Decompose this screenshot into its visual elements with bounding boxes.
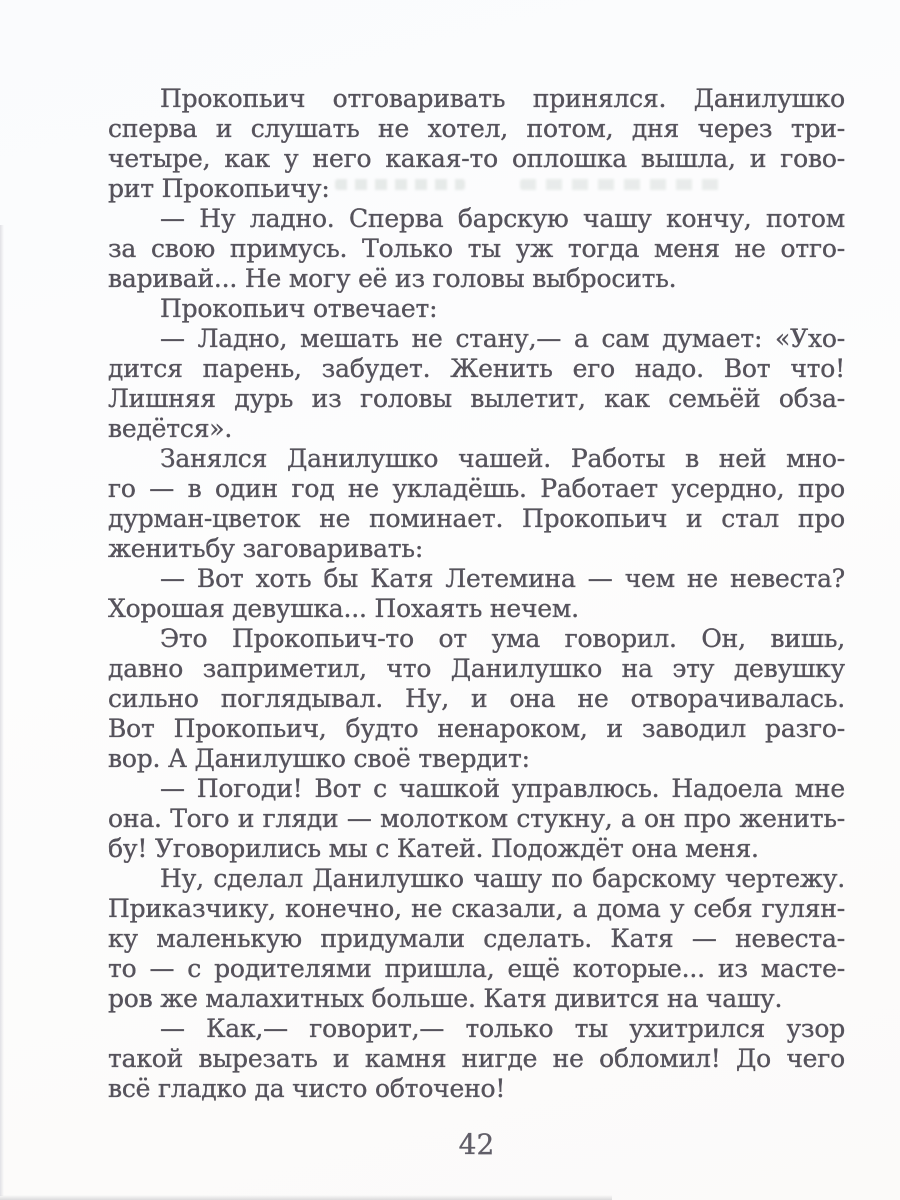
text-line: — Погоди! Вот с чашкой управлюсь. Надоела мне <box>160 774 845 803</box>
text-line: го — в один год не укладёшь. Работает усердно, про <box>108 474 845 503</box>
text-line: Приказчику, конечно, не сказали, а дома у себя гулян- <box>108 894 845 923</box>
text-line: женитьбу заговаривать: <box>108 534 424 563</box>
text-line: то — с родителями пришла, ещё которые... из масте- <box>108 954 845 983</box>
text-line: Прокопьич отговаривать принялся. Данилушко <box>160 84 845 113</box>
text-line: четыре, как у него какая-то оплошка вышла, и гово- <box>108 144 845 173</box>
text-line: бу! Уговорились мы с Катей. Подождёт она меня. <box>108 834 759 863</box>
text-line: вор. А Данилушко своё твердит: <box>108 744 530 773</box>
text-line: ведётся». <box>108 414 233 443</box>
page-text <box>108 84 845 1104</box>
text-line: дится парень, забудет. Женить его надо. Вот что! <box>108 354 845 383</box>
text-line: — Ладно, мешать не стану,— а сам думает: «Ухо- <box>160 324 845 353</box>
text-line: она. Того и гляди — молотком стукну, а он про женить- <box>108 804 845 833</box>
text-line: дурман-цветок не поминает. Прокопьич и стал про <box>108 504 845 533</box>
text-line: сперва и слушать не хотел, потом, дня через три- <box>108 114 845 143</box>
page-bottom-edge-shadow <box>0 1195 612 1200</box>
text-line: рит Прокопьичу: <box>108 174 330 203</box>
text-line: — Вот хоть бы Катя Летемина — чем не невеста? <box>160 564 845 593</box>
text-line: Лишняя дурь из головы вылетит, как семьёй обза- <box>108 384 845 413</box>
text-line: Прокопьич отвечает: <box>160 294 438 323</box>
text-line: Это Прокопьич-то от ума говорил. Он, вишь, <box>160 624 845 653</box>
page-number: 42 <box>458 1128 495 1161</box>
text-line: Вот Прокопьич, будто ненароком, и заводил разго- <box>108 714 845 743</box>
text-line: ров же малахитных больше. Катя дивится на чашу. <box>108 984 783 1013</box>
text-line: варивай... Не могу её из головы выбросить. <box>108 264 677 293</box>
text-line: — Ну ладно. Сперва барскую чашу кончу, потом <box>160 204 845 233</box>
text-line: такой вырезать и камня нигде не обломил! До чего <box>108 1044 845 1073</box>
text-line: — Как,— говорит,— только ты ухитрился узор <box>160 1014 845 1043</box>
text-line: ку маленькую придумали сделать. Катя — невеста- <box>108 924 845 953</box>
text-line: за свою примусь. Только ты уж тогда меня не отго- <box>108 234 845 263</box>
text-line: Ну, сделал Данилушко чашу по барскому чертежу. <box>160 864 845 893</box>
page-left-edge-shadow <box>0 225 4 1196</box>
text-line: сильно поглядывал. Ну, и она не отворачивалась. <box>108 684 845 713</box>
text-line: давно заприметил, что Данилушко на эту девушку <box>108 654 845 683</box>
text-line: Хорошая девушка... Похаять нечем. <box>108 594 579 623</box>
text-line: Занялся Данилушко чашей. Работы в ней мно- <box>160 444 845 473</box>
text-line: всё гладко да чисто обточено! <box>108 1074 506 1103</box>
